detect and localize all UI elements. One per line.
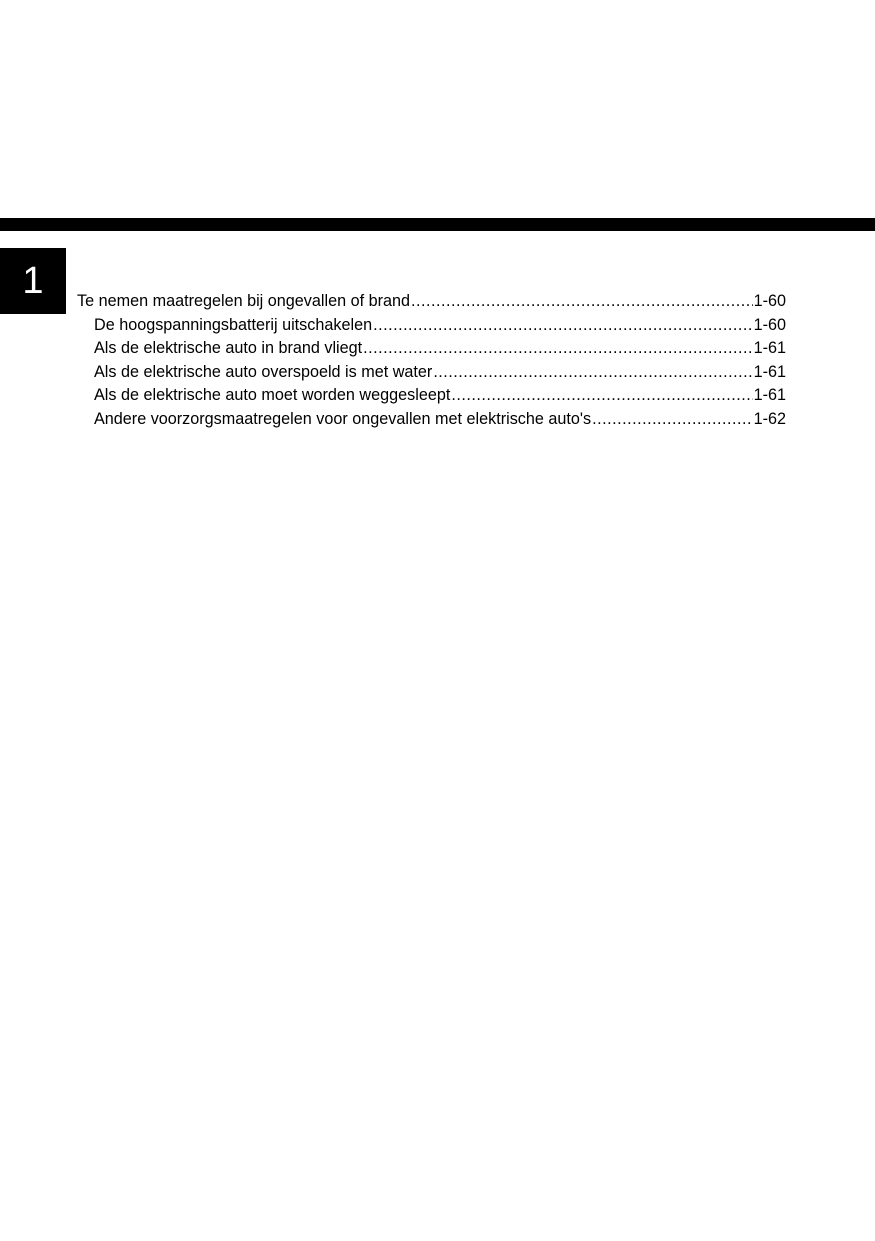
toc-entry-title: De hoogspanningsbatterij uitschakelen: [94, 315, 373, 334]
toc-dot-leader: [411, 290, 753, 314]
toc-dot-leader: [451, 384, 752, 408]
toc-dot-leader: [592, 408, 753, 432]
toc-entry-title: Als de elektrische auto in brand vliegt: [94, 339, 363, 357]
toc-dot-leader: [363, 337, 752, 361]
toc-entry-title: Als de elektrische auto moet worden weggesleept: [94, 386, 451, 404]
toc-entry[interactable]: [77, 314, 786, 338]
header-rule: [0, 218, 875, 231]
toc-entry[interactable]: [77, 337, 786, 361]
toc-dot-leader: [373, 314, 753, 338]
chapter-number: 1: [22, 260, 44, 302]
toc-entry-page: 1-61: [753, 386, 786, 404]
table-of-contents: [77, 290, 786, 431]
toc-entry-title: Als de elektrische auto overspoeld is met water: [94, 362, 433, 381]
toc-dot-leader: [433, 361, 752, 385]
toc-entry-page: 1-60: [753, 315, 786, 334]
toc-entry-page: 1-61: [753, 339, 786, 357]
toc-entry-page: 1-60: [753, 292, 786, 310]
toc-entry[interactable]: [77, 361, 786, 385]
toc-entry[interactable]: [77, 384, 786, 408]
toc-entry-title: Andere voorzorgsmaatregelen voor ongevallen met elektrische auto's: [94, 409, 592, 428]
toc-entry[interactable]: [77, 290, 786, 314]
toc-entry-page: 1-62: [753, 409, 786, 428]
toc-entry-page: 1-61: [753, 362, 786, 381]
toc-entry[interactable]: [77, 408, 786, 432]
chapter-tab: [0, 248, 66, 314]
toc-entry-title: Te nemen maatregelen bij ongevallen of brand: [77, 292, 410, 310]
